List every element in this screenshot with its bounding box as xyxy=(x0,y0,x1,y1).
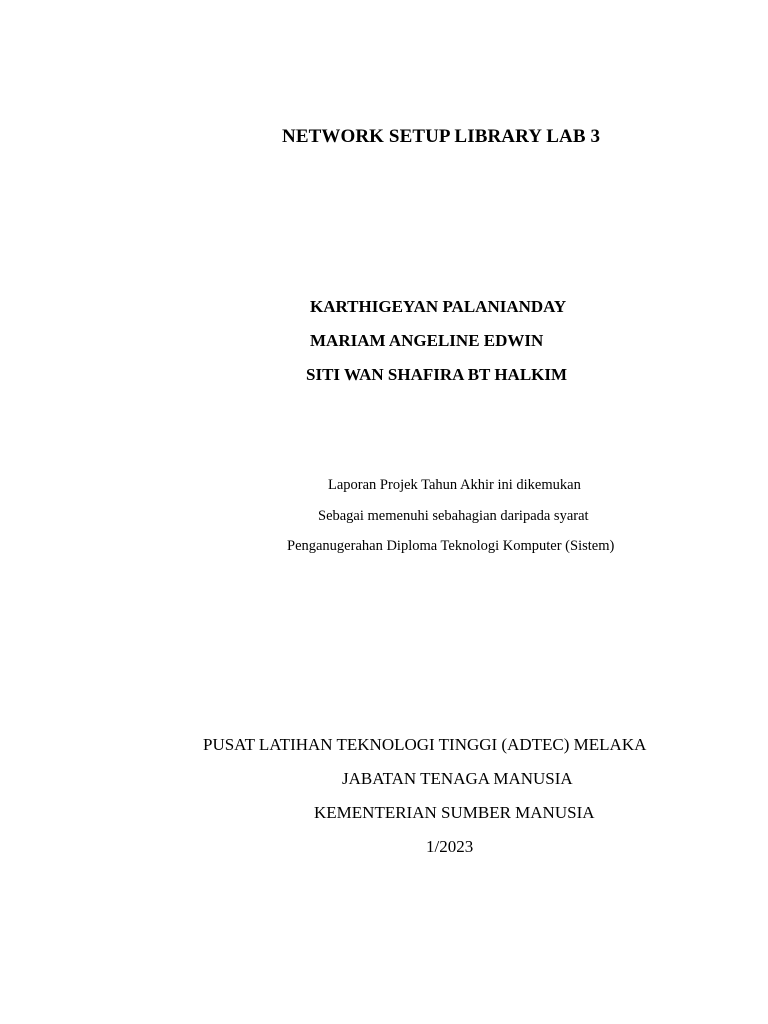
submission-statement-line: Laporan Projek Tahun Akhir ini dikemukan xyxy=(328,477,581,493)
ministry-name: KEMENTERIAN SUMBER MANUSIA xyxy=(314,803,595,822)
submission-statement-line: Penganugerahan Diploma Teknologi Komputer (Sistem) xyxy=(287,538,615,554)
document-title: NETWORK SETUP LIBRARY LAB 3 xyxy=(282,126,601,147)
institution-name: PUSAT LATIHAN TEKNOLOGI TINGGI (ADTEC) MELAKA xyxy=(203,735,647,754)
author-name: SITI WAN SHAFIRA BT HALKIM xyxy=(306,365,568,384)
author-name: KARTHIGEYAN PALANIANDAY xyxy=(310,297,567,316)
submission-statement-line: Sebagai memenuhi sebahagian daripada syarat xyxy=(318,508,589,524)
session-date: 1/2023 xyxy=(426,837,474,856)
department-name: JABATAN TENAGA MANUSIA xyxy=(342,769,573,788)
author-name: MARIAM ANGELINE EDWIN xyxy=(310,331,544,350)
